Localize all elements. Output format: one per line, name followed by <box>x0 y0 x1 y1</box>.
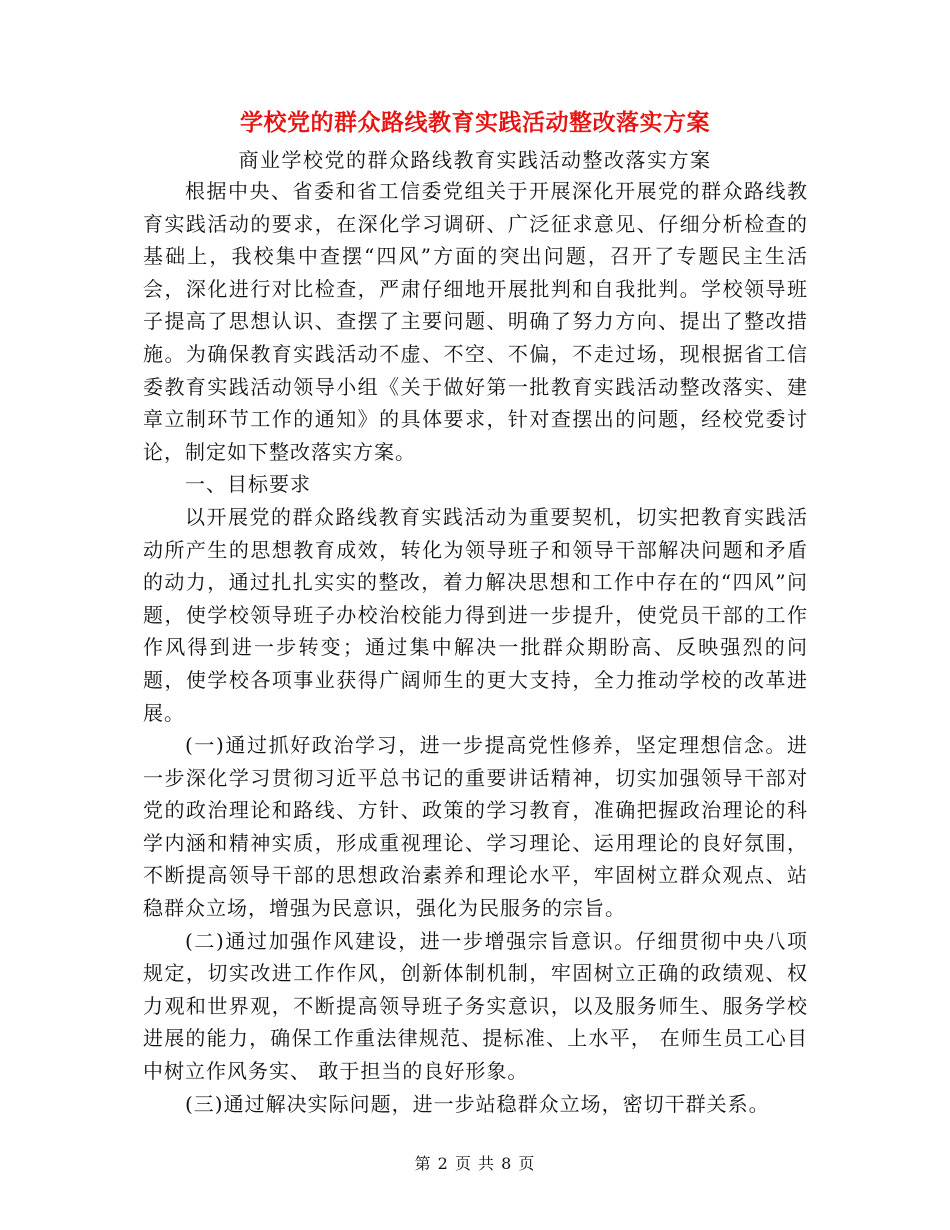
paragraph-intro: 根据中央、省委和省工信委党组关于开展深化开展党的群众路线教育实践活动的要求，在深化学习调研、广泛征求意见、仔细分析检查的基础上，我校集中查摆“四风”方面的突出问题，召开了专题民主生活会，深化进行对比检查，严肃仔细地开展批判和自我批判。学校领导班子提高了思想认识、查摆了主要问题、明确了努力方向、提出了整改措施。为确保教育实践活动不虚、不空、不偏，不走过场，现根据省工信委教育实践活动领导小组《关于做好第一批教育实践活动整改落实、建章立制环节工作的通知》的具体要求，针对查摆出的问题，经校党委讨论，制定如下整改落实方案。 <box>143 179 808 464</box>
paragraph-item-2: (二)通过加强作风建设，进一步增强宗旨意识。仔细贯彻中央八项规定，切实改进工作作风，创新体制机制，牢固树立正确的政绩观、权力观和世界观，不断提高领导班子务实意识，以及服务师生、服务学校进展的能力，确保工作重法律规范、提标准、上水平， 在师生员工心目中树立作风务实、 敢于担当的良好形象。 <box>143 928 808 1084</box>
paragraph-item-3: (三)通过解决实际问题，进一步站稳群众立场，密切干群关系。 <box>185 1091 770 1116</box>
section-heading-goals: 一、目标要求 <box>185 472 311 497</box>
paragraph-goals: 以开展党的群众路线教育实践活动为重要契机，切实把教育实践活动所产生的思想教育成效，转化为领导班子和领导干部解决问题和矛盾的动力，通过扎扎实实的整改，着力解决思想和工作中存在的“四风”问题，使学校领导班子办校治校能力得到进一步提升，使党员干部的工作作风得到进一步转变；通过集中解决一批群众期盼高、反映强烈的问题，使学校各项事业获得广阔师生的更大支持，全力推动学校的改革进展。 <box>143 504 808 725</box>
document-title: 学校党的群众路线教育实践活动整改落实方案 <box>240 109 710 136</box>
document-subtitle: 商业学校党的群众路线教育实践活动整改落实方案 <box>238 148 712 172</box>
paragraph-item-1: (一)通过抓好政治学习，进一步提高党性修养，坚定理想信念。进一步深化学习贯彻习近平总书记的重要讲话精神，切实加强领导干部对党的政治理论和路线、方针、政策的学习教育，准确把握政治理论的科学内涵和精神实质，形成重视理论、学习理论、运用理论的良好氛围，不断提高领导干部的思想政治素养和理论水平，牢固树立群众观点、站稳群众立场，增强为民意识，强化为民服务的宗旨。 <box>143 733 808 921</box>
document-body <box>143 175 808 1120</box>
page-number: 第 2 页 共 8 页 <box>414 1154 536 1173</box>
